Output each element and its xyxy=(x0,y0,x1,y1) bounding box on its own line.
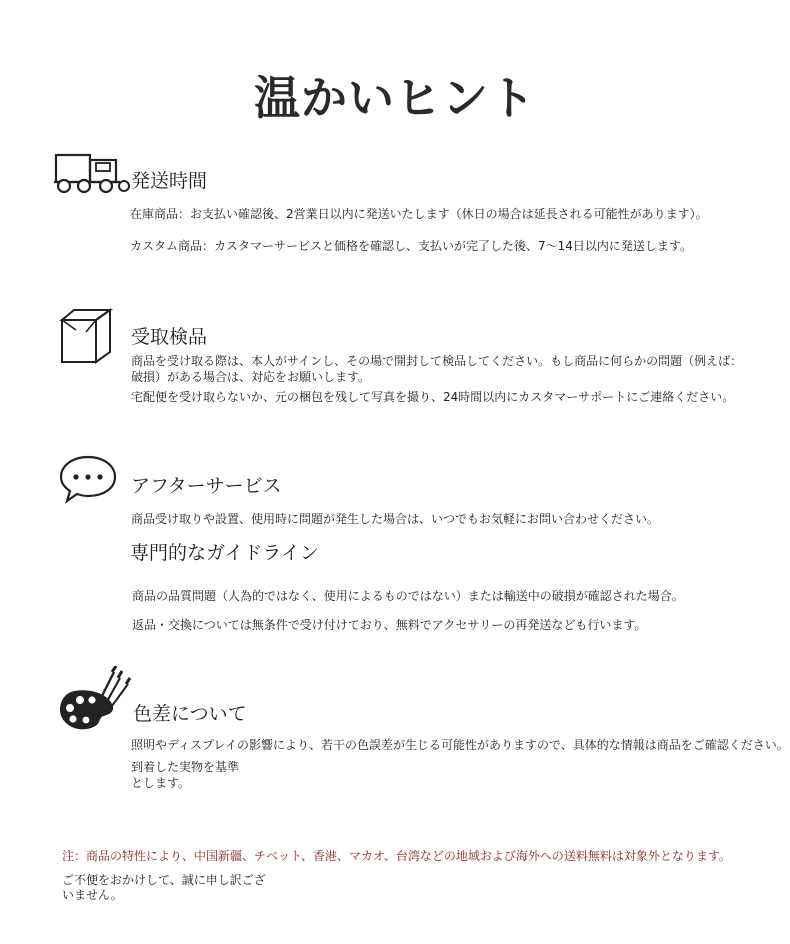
section-heading-after-service: アフターサービス xyxy=(131,475,282,497)
box-icon xyxy=(58,308,118,366)
shipping-line-stock: 在庫商品：お支払い確認後、2営業日以内に発送いたします（休日の場合は延長される可能性があります）。 xyxy=(130,207,708,221)
shipping-line-custom: カスタム商品：カスタマーサービスと価格を確認し、支払いが完了した後、7〜14日以内に発送します。 xyxy=(130,239,692,253)
color-line-3: とします。 xyxy=(131,776,191,790)
palette-icon xyxy=(56,666,132,736)
section-heading-shipping: 発送時間 xyxy=(131,170,208,192)
section-subheading-guideline: 専門的なガイドライン xyxy=(130,542,319,564)
guideline-line-1: 商品の品質問題（人為的ではなく、使用によるものではない）または輸送中の破損が確認された場合。 xyxy=(132,589,684,603)
chat-bubble-icon xyxy=(58,454,118,504)
after-service-line: 商品受け取りや設置、使用時に問題が発生した場合は、いつでもお気軽にお問い合わせください。 xyxy=(131,512,660,526)
apology-line-2: いません。 xyxy=(62,888,123,902)
receiving-line-2: 破損）がある場合は、対応をお願いします。 xyxy=(131,370,371,384)
guideline-line-2: 返品・交換については無条件で受け付けており、無料でアクセサリーの再発送なども行います。 xyxy=(132,618,647,632)
color-line-1: 照明やディスプレイの影響により、若干の色誤差が生じる可能性がありますので、具体的な情報は商品をご確認ください。 xyxy=(131,738,789,752)
apology-line-1: ご不便をおかけして、誠に申し訳ござ xyxy=(62,873,266,887)
receiving-line-3: 宅配便を受け取らないか、元の梱包を残して写真を撮り、24時間以内にカスタマーサポートにご連絡ください。 xyxy=(131,390,735,404)
page-title: 温かいヒント xyxy=(254,71,536,125)
section-heading-color: 色差について xyxy=(133,703,247,725)
color-line-2: 到着した実物を基準 xyxy=(131,760,240,774)
truck-icon xyxy=(52,152,132,196)
receiving-line-1: 商品を受け取る際は、本人がサインし、その場で開封して検品してください。もし商品に何らかの問題（例えば： xyxy=(131,354,743,368)
section-heading-receiving: 受取検品 xyxy=(131,326,208,348)
shipping-exclusion-note: 注：商品の特性により、中国新疆、チベット、香港、マカオ、台湾などの地域および海外への送料無料は対象外となります。 xyxy=(62,849,731,863)
